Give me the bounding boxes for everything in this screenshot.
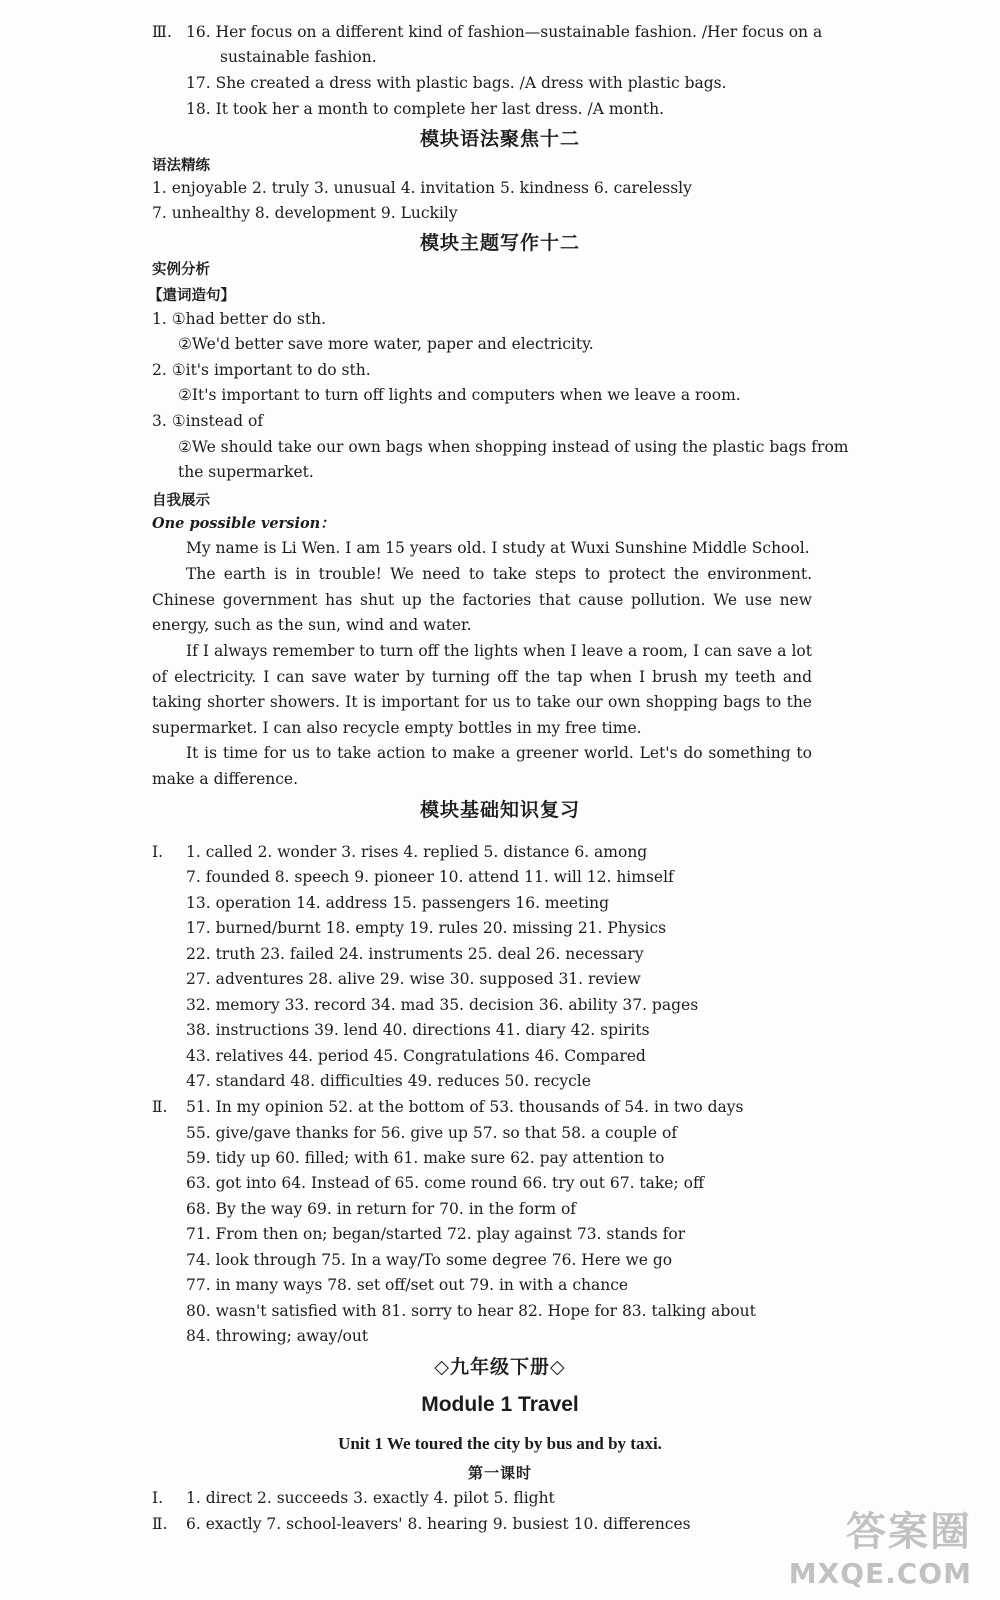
review-part2-line: 84. throwing; away/out (186, 1327, 369, 1345)
review-part1-line: 22. truth 23. failed 24. instruments 25. deal 26. necessary (186, 945, 644, 963)
unit-title: Unit 1 We toured the city by bus and by taxi. (338, 1434, 662, 1453)
review-heading: 模块基础知识复习 (419, 799, 580, 821)
review-part2-line: 59. tidy up 60. filled; with 61. make sure 62. pay attention to (186, 1149, 665, 1167)
unit-answers-line2: 6. exactly 7. school-leavers' 8. hearing 9. busiest 10. differences (186, 1515, 691, 1533)
writing-heading: 模块主题写作十二 (419, 232, 580, 254)
review-part1-line: 27. adventures 28. alive 29. wise 30. supposed 31. review (186, 970, 641, 988)
review-part2-line: 71. From then on; began/started 72. play against 73. stands for (186, 1225, 686, 1243)
review-part1-line: 13. operation 14. address 15. passengers 16. meeting (186, 894, 610, 912)
grammar-heading: 模块语法聚焦十二 (419, 128, 580, 150)
essay-paragraph-3: If I always remember to turn off the lights when I leave a room, I can save a lot of electricity. I can save water by turning off the tap when I brush my teeth and taking shorter showers. It is important for us to take our own shopping bags to the supermarket. I can also recycle empty bottles in my free time. (152, 642, 812, 737)
essay-paragraph-2: The earth is in trouble! We need to take steps to protect the environment. Chinese government has shut up the factories that cause pollution. We use new energy, such as the sun, wind and water. (152, 565, 812, 635)
grammar-subheading: 语法精练 (152, 158, 210, 174)
review-part2-line: 63. got into 64. Instead of 65. come round 66. try out 67. take; off (186, 1174, 704, 1192)
section-label-III: Ⅲ. (152, 23, 172, 41)
review-part1-line: 1. called 2. wonder 3. rises 4. replied 5. distance 6. among (186, 843, 648, 861)
item-3b: ②We should take our own bags when shopping instead of using the plastic bags from (178, 438, 849, 456)
review-part1-line: 47. standard 48. difficulties 49. reduces 50. recycle (186, 1072, 591, 1090)
item-1b: ②We'd better save more water, paper and electricity. (178, 335, 594, 353)
review-part2-line: 80. wasn't satisfied with 81. sorry to hear 82. Hope for 83. talking about (186, 1302, 756, 1320)
lesson-heading: 第一课时 (467, 1464, 532, 1482)
review-part1-line: 7. founded 8. speech 9. pioneer 10. attend 11. will 12. himself (186, 868, 674, 886)
essay-paragraph-4: It is time for us to take action to make a greener world. Let's do something to make a difference. (152, 744, 812, 788)
answer-17: 17. She created a dress with plastic bags. /A dress with plastic bags. (186, 74, 727, 92)
review-label-II: Ⅱ. (152, 1098, 168, 1116)
review-part2-line: 51. In my opinion 52. at the bottom of 53. thousands of 54. in two days (186, 1098, 744, 1116)
grade-heading: ◇九年级下册◇ (434, 1356, 566, 1378)
item-3a: 3. ①instead of (152, 412, 264, 430)
review-part1-line: 43. relatives 44. period 45. Congratulations 46. Compared (186, 1047, 646, 1065)
item-2b: ②It's important to turn off lights and computers when we leave a room. (178, 386, 741, 404)
unit-label-II: Ⅱ. (152, 1515, 168, 1533)
review-part1-line: 38. instructions 39. lend 40. directions 41. diary 42. spirits (186, 1021, 650, 1039)
review-part1-line: 17. burned/burnt 18. empty 19. rules 20. missing 21. Physics (186, 919, 667, 937)
answer-16-line2: sustainable fashion. (220, 48, 377, 66)
answer-18: 18. It took her a month to complete her last dress. /A month. (186, 100, 665, 118)
item-3c: the supermarket. (178, 463, 314, 481)
module-title: Module 1 Travel (421, 1393, 579, 1416)
version-label: One possible version： (152, 515, 335, 532)
watermark-logo-text: 答案圈 (846, 1509, 972, 1555)
watermark (789, 1500, 972, 1590)
review-part1-line: 32. memory 33. record 34. mad 35. decision 36. ability 37. pages (186, 996, 699, 1014)
example-analysis-subheading: 实例分析 (152, 262, 210, 278)
review-part2-line: 77. in many ways 78. set off/set out 79. in with a chance (186, 1276, 629, 1294)
review-part2-line: 68. By the way 69. in return for 70. in the form of (186, 1200, 577, 1218)
watermark-url: MXQE.COM (788, 1557, 972, 1590)
item-1a: 1. ①had better do sth. (152, 310, 327, 328)
answer-16-line1: 16. Her focus on a different kind of fashion—sustainable fashion. /Her focus on a (186, 23, 823, 41)
review-part2-line: 74. look through 75. In a way/To some degree 76. Here we go (186, 1251, 673, 1269)
word-sentence-subheading: 【遣词造句】 (148, 288, 235, 304)
self-show-subheading: 自我展示 (152, 493, 210, 509)
unit-label-I: Ⅰ. (152, 1489, 164, 1507)
review-part2-line: 55. give/gave thanks for 56. give up 57. so that 58. a couple of (186, 1124, 678, 1142)
review-label-I: Ⅰ. (152, 843, 164, 861)
essay-paragraph-1: My name is Li Wen. I am 15 years old. I study at Wuxi Sunshine Middle School. (186, 539, 810, 557)
grammar-answers-line2: 7. unhealthy 8. development 9. Luckily (152, 204, 458, 222)
grammar-answers-line1: 1. enjoyable 2. truly 3. unusual 4. invitation 5. kindness 6. carelessly (152, 179, 692, 197)
item-2a: 2. ①it's important to do sth. (152, 361, 371, 379)
unit-answers-line1: 1. direct 2. succeeds 3. exactly 4. pilot 5. flight (186, 1489, 555, 1507)
